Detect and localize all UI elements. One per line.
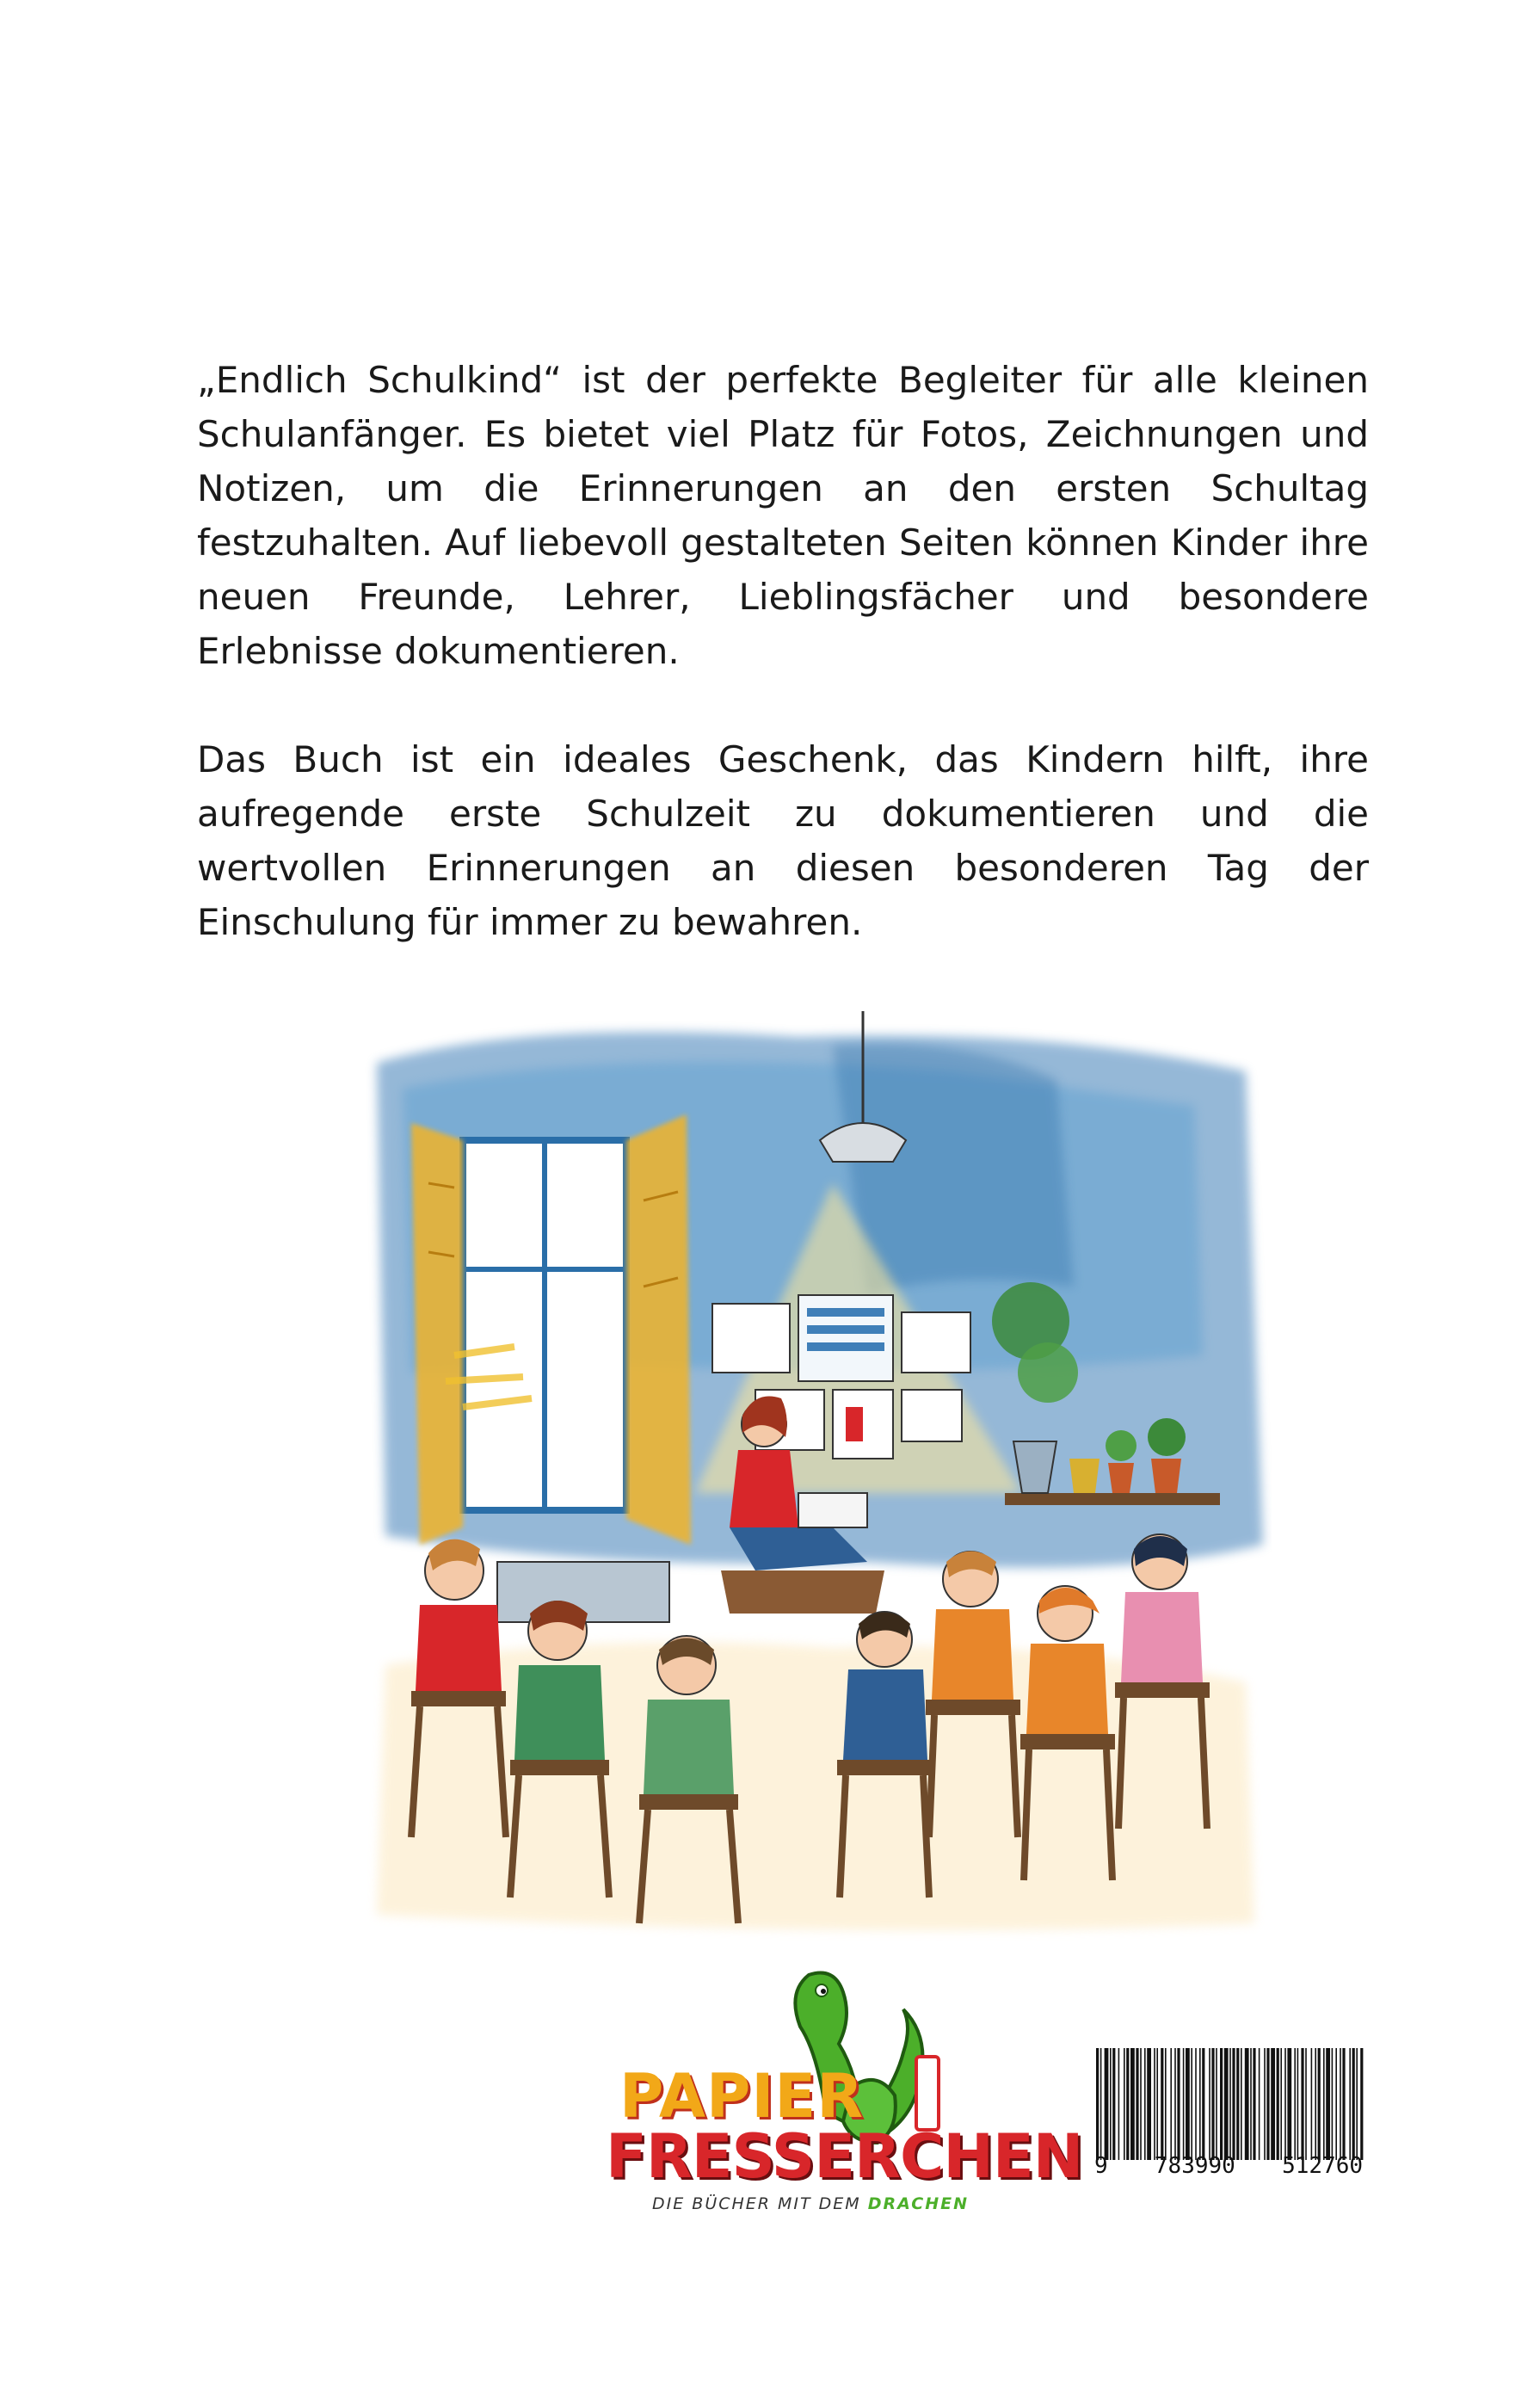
barcode-bar xyxy=(1271,2048,1275,2160)
barcode-bar xyxy=(1315,2048,1316,2160)
barcode-bar xyxy=(1161,2048,1163,2160)
barcode-bar xyxy=(1342,2048,1345,2160)
barcode-bar xyxy=(1195,2048,1197,2160)
barcode-bar xyxy=(1136,2048,1138,2160)
barcode-bar xyxy=(1352,2048,1355,2160)
tagline-prefix: DIE BÜCHER MIT DEM xyxy=(652,2194,861,2213)
barcode-bar xyxy=(1326,2048,1330,2160)
barcode-bar xyxy=(1280,2048,1282,2160)
barcode-bar xyxy=(1140,2048,1142,2160)
tagline-highlight: DRACHEN xyxy=(867,2194,969,2213)
blurb-paragraph-1: „Endlich Schulkind“ ist der perfekte Begleiter für alle kleinen Schulanfänger. Es bietet viel Platz für Fotos, Zeichnungen und Notizen, um die Erinnerungen an den ersten Schultag festzuhalten. Auf liebevoll gestalteten Seiten können Kinder ihre neuen Freunde, Lehrer, Lieblingsfächer und besondere Erlebnisse dokumentieren. xyxy=(197,359,1369,672)
barcode-bar xyxy=(1318,2048,1321,2160)
barcode-bar xyxy=(1301,2048,1303,2160)
barcode-bar xyxy=(1202,2048,1204,2160)
barcode-bar xyxy=(1211,2048,1214,2160)
barcode-bar xyxy=(1323,2048,1325,2160)
barcode-bar xyxy=(1191,2048,1192,2160)
barcode-bar xyxy=(1165,2048,1167,2160)
barcode-bar xyxy=(1287,2048,1291,2160)
barcode-bar xyxy=(1332,2048,1334,2160)
barcode-bar xyxy=(1124,2048,1125,2160)
barcode-bar xyxy=(1284,2048,1286,2160)
barcode-bar xyxy=(1199,2048,1201,2160)
barcode-bar xyxy=(1174,2048,1176,2160)
barcode-digit-group-2: 783990 xyxy=(1154,2153,1235,2179)
barcode-bar xyxy=(1183,2048,1185,2160)
barcode-bar xyxy=(1112,2048,1115,2160)
barcode-bar xyxy=(1147,2048,1151,2160)
barcode-bar xyxy=(1110,2048,1112,2160)
barcode-bar xyxy=(1216,2048,1217,2160)
barcode-bar xyxy=(1277,2048,1279,2160)
barcode-bar xyxy=(1297,2048,1299,2160)
logo-text-papier: PAPIER xyxy=(619,2061,865,2132)
logo-text-fresserchen: FRESSERCHEN xyxy=(606,2121,1083,2192)
barcode-bar xyxy=(1241,2048,1242,2160)
barcode-bar xyxy=(1294,2048,1296,2160)
barcode-bar xyxy=(1340,2048,1341,2160)
barcode-bar xyxy=(1250,2048,1252,2160)
barcode-bar xyxy=(1170,2048,1172,2160)
publisher-logo xyxy=(602,1958,1083,2216)
barcode-bar xyxy=(1356,2048,1358,2160)
barcode-bar xyxy=(1186,2048,1190,2160)
barcode-bar xyxy=(1259,2048,1260,2160)
barcode-bar xyxy=(1245,2048,1249,2160)
barcode-bar xyxy=(1253,2048,1255,2160)
barcode-bar xyxy=(1220,2048,1223,2160)
barcode-bar xyxy=(1126,2048,1129,2160)
barcode-bar xyxy=(1105,2048,1109,2160)
barcode-bar xyxy=(1156,2048,1158,2160)
barcode-bar xyxy=(1209,2048,1210,2160)
barcode-bar xyxy=(1100,2048,1102,2160)
back-cover-blurb xyxy=(197,353,1369,949)
barcode-bar xyxy=(1154,2048,1155,2160)
barcode-bars xyxy=(1091,2048,1366,2160)
barcode-bar xyxy=(1335,2048,1337,2160)
isbn-barcode xyxy=(1091,2048,1366,2186)
barcode-bar xyxy=(1311,2048,1313,2160)
barcode-bar xyxy=(1305,2048,1307,2160)
barcode-bar xyxy=(1096,2048,1099,2160)
barcode-bar xyxy=(1224,2048,1229,2160)
barcode-bar xyxy=(1264,2048,1266,2160)
barcode-bar xyxy=(1130,2048,1135,2160)
barcode-bar xyxy=(1349,2048,1351,2160)
classroom-watercolor xyxy=(351,1011,1272,1941)
barcode-digit-group-3: 512760 xyxy=(1282,2153,1363,2179)
barcode-bar xyxy=(1177,2048,1180,2160)
blurb-paragraph-2: Das Buch ist ein ideales Geschenk, das Kindern hilft, ihre aufregende erste Schulzeit zu dokumentieren und die wertvollen Erinnerungen an diesen besonderen Tag der Einschulung für immer zu bewahren. xyxy=(197,738,1369,943)
barcode-bar xyxy=(1360,2048,1363,2160)
barcode-bar xyxy=(1266,2048,1269,2160)
barcode-bar xyxy=(1229,2048,1231,2160)
logo-tagline xyxy=(652,2194,969,2213)
barcode-bar xyxy=(1232,2048,1235,2160)
barcode-bar xyxy=(1236,2048,1239,2160)
barcode-digit-group-1: 9 xyxy=(1094,2153,1108,2179)
classroom-illustration xyxy=(351,1011,1272,1941)
barcode-bar xyxy=(1118,2048,1120,2160)
barcode-bar xyxy=(1144,2048,1146,2160)
